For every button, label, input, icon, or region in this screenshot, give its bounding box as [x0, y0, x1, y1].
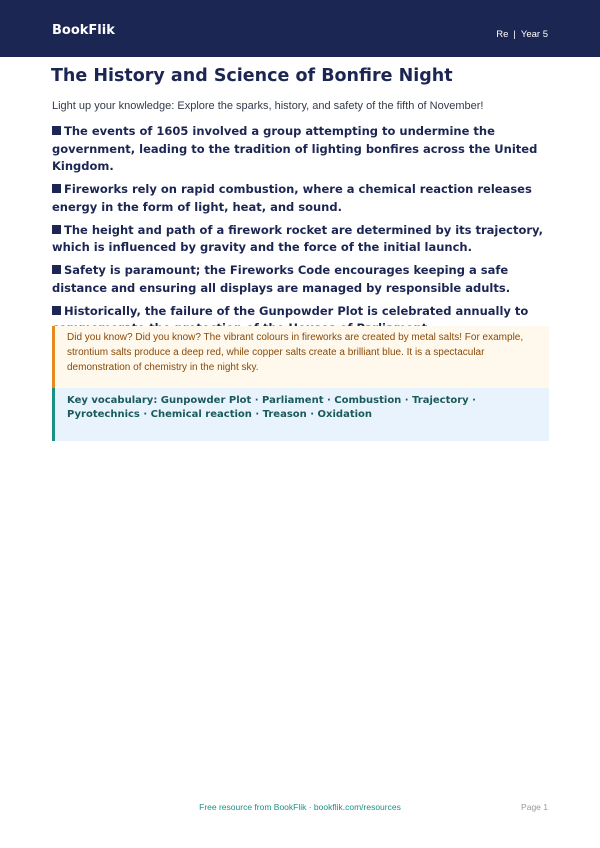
list-item [52, 222, 552, 257]
square-bullet-icon [52, 126, 61, 135]
list-item-text: Safety is paramount; the Fireworks Code encourages keeping a safe distance and ensuring all displays are managed by responsible adults. [52, 263, 511, 295]
key-vocabulary-box [52, 388, 549, 441]
page-subtitle: Light up your knowledge: Explore the sparks, history, and safety of the fifth of November! [52, 100, 484, 112]
header-meta [496, 29, 548, 40]
square-bullet-icon [52, 184, 61, 193]
page-number: Page 1 [521, 802, 548, 812]
subject-label: Re [496, 29, 509, 40]
brand-logo-text[interactable]: BookFlik [52, 23, 115, 38]
did-you-know-callout [52, 326, 549, 388]
vocabulary-text: Key vocabulary: Gunpowder Plot · Parliament · Combustion · Trajectory · Pyrotechnics · Chemical reaction · Treason · Oxidation [67, 395, 476, 420]
square-bullet-icon [52, 265, 61, 274]
list-item-text: Historically, the failure of the Gunpowder Plot is celebrated annually to [64, 303, 529, 318]
callout-text: Did you know? Did you know? The vibrant colours in fireworks are created by metal salts! For example, strontium salts produce a deep red, while copper salts create a brilliant blue. It is a spectacular demonstration of chemistry in the night sky. [67, 332, 524, 373]
square-bullet-icon [52, 306, 61, 315]
square-bullet-icon [52, 225, 61, 234]
page-title: The History and Science of Bonfire Night [51, 66, 453, 86]
list-item-text: Fireworks rely on rapid combustion, where a chemical reaction releases energy in the form of light, heat, and sound. [52, 182, 532, 214]
meta-separator: | [513, 29, 516, 40]
year-label: Year 5 [520, 29, 548, 40]
page-header [0, 0, 600, 57]
list-item [52, 123, 552, 176]
footer-resource-link[interactable]: Free resource from BookFlik · bookflik.com/resources [199, 802, 401, 812]
list-item-text: The height and path of a firework rocket are determined by its trajectory, which is influenced by gravity and the force of the initial launch. [52, 222, 544, 254]
list-item-text: The events of 1605 involved a group attempting to undermine the government, leading to the tradition of lighting bonfires across the United Kingdom. [52, 124, 538, 173]
list-item [52, 181, 552, 216]
list-item [52, 262, 552, 297]
key-points-list [52, 123, 552, 343]
